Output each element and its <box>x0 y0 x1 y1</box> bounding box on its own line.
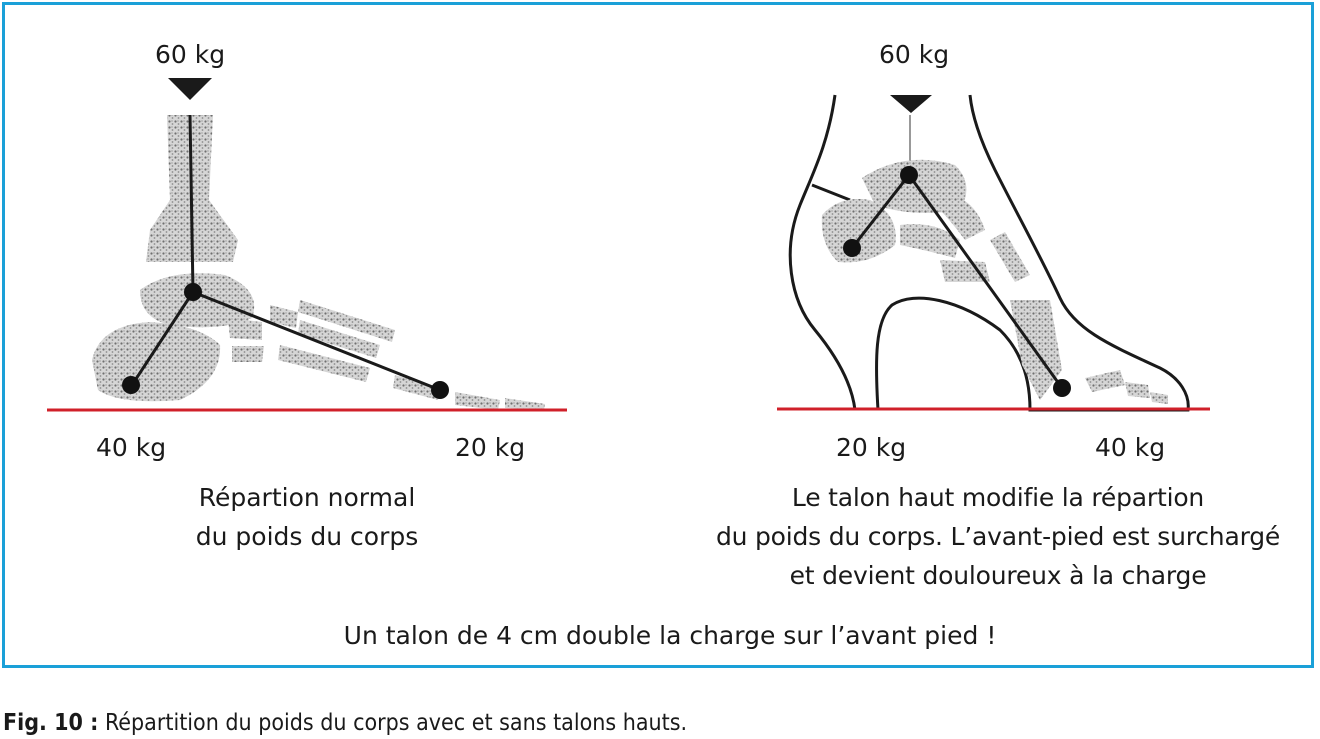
right-caption-line-1: Le talon haut modifie la répartion <box>791 483 1205 512</box>
left-phalanx-2 <box>455 392 500 410</box>
right-caption-line-3: et devient douloureux à la charge <box>789 561 1207 590</box>
left-foot-skeleton <box>92 78 545 410</box>
right-caption-line-2: du poids du corps. L’avant-pied est surchargé <box>715 522 1281 551</box>
right-load-point-forefoot <box>1053 379 1071 397</box>
right-metatarsal-1 <box>990 232 1030 282</box>
shoe-ankle-strap <box>812 185 850 200</box>
right-load-point-top <box>900 166 918 184</box>
left-load-point-forefoot <box>431 381 449 399</box>
left-heel-load-label: 40 kg <box>96 433 167 462</box>
left-calcaneus <box>92 322 220 401</box>
right-heel-load-label: 20 kg <box>836 433 907 462</box>
right-phalanx-2 <box>1125 382 1150 398</box>
left-forefoot-load-label: 20 kg <box>455 433 526 462</box>
right-load-arrow-icon <box>890 95 932 113</box>
right-shoe-skeleton <box>790 95 1188 410</box>
right-top-load-label: 60 kg <box>879 40 950 69</box>
figure-caption-text: Répartition du poids du corps avec et sans talons hauts. <box>98 710 688 736</box>
bottom-note: Un talon de 4 cm double la charge sur l’avant pied ! <box>343 621 997 650</box>
left-cuneiform-1 <box>232 346 264 362</box>
right-cuneiform <box>900 224 960 258</box>
left-top-load-label: 60 kg <box>155 40 226 69</box>
left-load-point-heel <box>122 376 140 394</box>
right-phalanx-1 <box>1085 370 1125 392</box>
figure-caption <box>3 708 687 738</box>
left-caption-line-1: Répartion normal <box>198 483 416 512</box>
right-phalanx-3 <box>1150 392 1168 404</box>
figure-label: Fig. 10 : <box>3 710 99 736</box>
right-caption <box>678 478 1318 595</box>
left-load-point-top <box>184 283 202 301</box>
left-navicular <box>228 318 262 340</box>
left-load-arrow-icon <box>168 78 212 100</box>
right-load-point-heel <box>843 239 861 257</box>
left-caption-line-2: du poids du corps <box>195 522 419 551</box>
left-phalanx-3 <box>505 398 545 410</box>
right-forefoot-load-label: 40 kg <box>1095 433 1166 462</box>
left-caption <box>157 478 457 556</box>
